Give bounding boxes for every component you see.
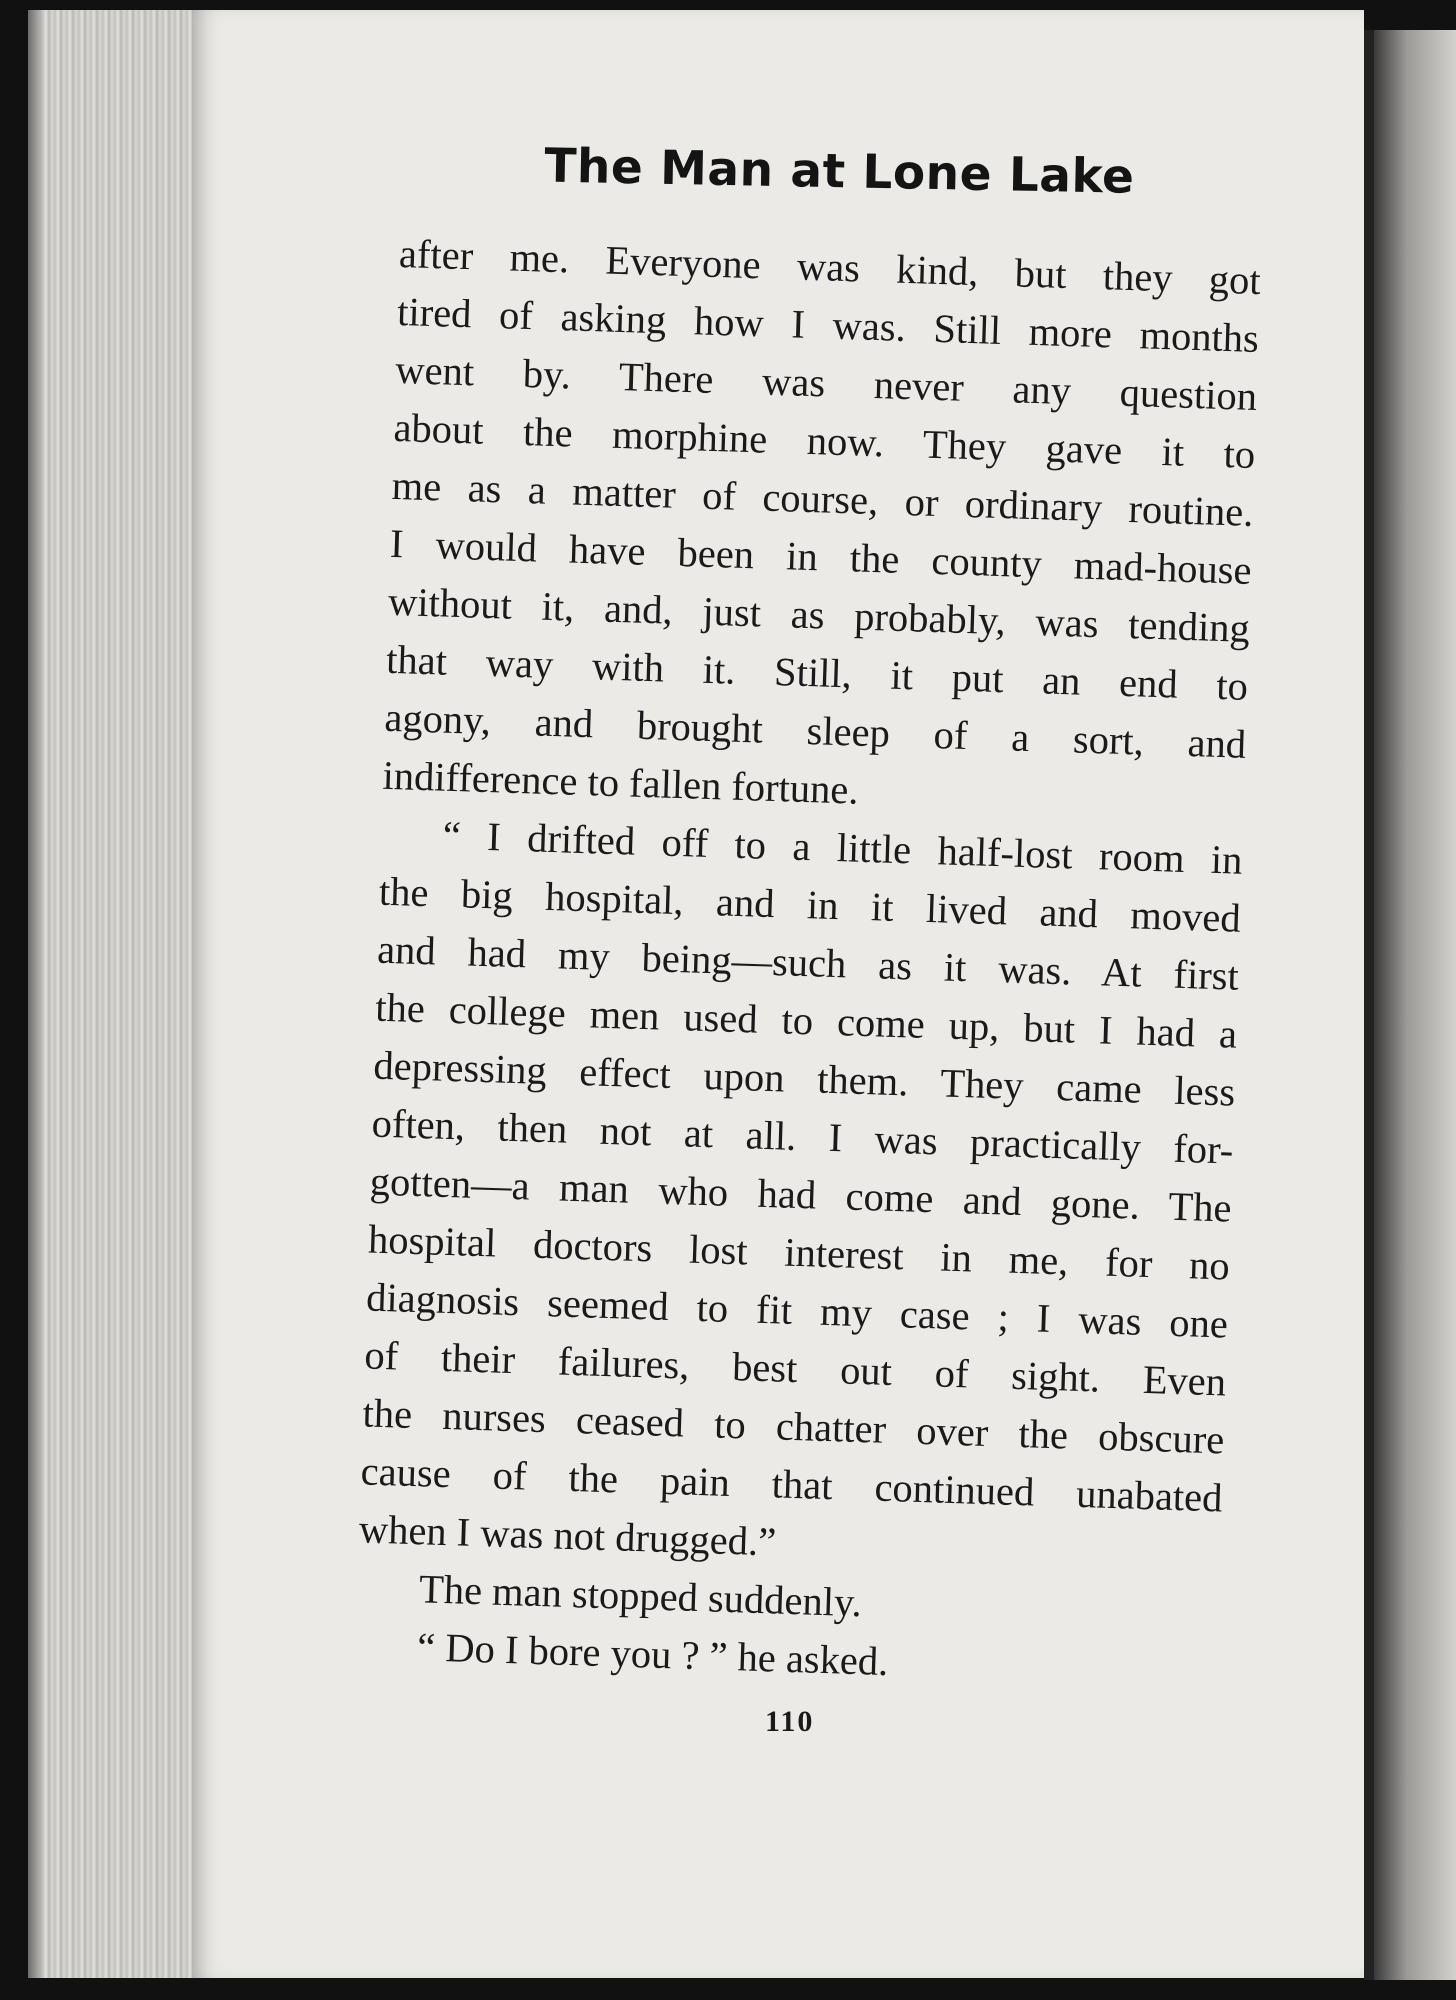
text-line: went by. There was never any question [394,346,1258,419]
text-line: that way with it. Still, it put an end to [385,636,1249,709]
text-line: hospital doctors lost interest in me, for no [367,1216,1231,1289]
text-line: and had my being—such as it was. At first [376,926,1240,999]
text-line: indifference to fallen fortune. [382,752,860,813]
text-line: tired of asking how I was. Still more months [396,288,1260,362]
text-line: me as a matter of course, or ordinary routine. [391,462,1255,535]
text-line: “ I drifted off to a little half-lost room in [442,812,1244,883]
text-line: the big hospital, and in it lived and moved [378,868,1242,941]
text-line: about the morphine now. They gave it to [392,404,1256,477]
text-line: after me. Everyone was kind, but they got [398,230,1262,304]
text-line: when I was not drugged.” [358,1506,777,1565]
text-line: agony, and brought sleep of a sort, and [383,694,1247,767]
text-line: diagnosis seemed to fit my case ; I was one [365,1274,1229,1347]
body-text [354,225,1261,1701]
binding-gutter [1364,30,1374,1980]
text-line: depressing effect upon them. They came less [372,1042,1236,1115]
text-line: of their failures, best out of sight. Even [363,1332,1227,1405]
text-line: “ Do I bore you ? ” he asked. [416,1624,890,1685]
text-line: The man stopped suddenly. [418,1566,863,1626]
text-line: gotten—a man who had come and gone. The [369,1158,1233,1231]
page-edges-stack [28,10,200,1978]
text-line: I would have been in the county mad-house [389,520,1253,593]
text-line: often, then not at all. I was practically for- [371,1100,1235,1173]
text-line: the college men used to come up, but I had a [374,984,1238,1057]
running-head: The Man at Lone Lake [543,138,1135,205]
text-line: cause of the pain that continued unabated [360,1448,1224,1521]
paragraph [382,225,1262,832]
text-line: the nurses ceased to chatter over the obscure [361,1390,1225,1463]
paragraph [358,805,1243,1586]
text-line: without it, and, just as probably, was tending [387,578,1251,651]
page-number: 110 [765,1705,815,1738]
facing-page-edge [1374,30,1456,1980]
